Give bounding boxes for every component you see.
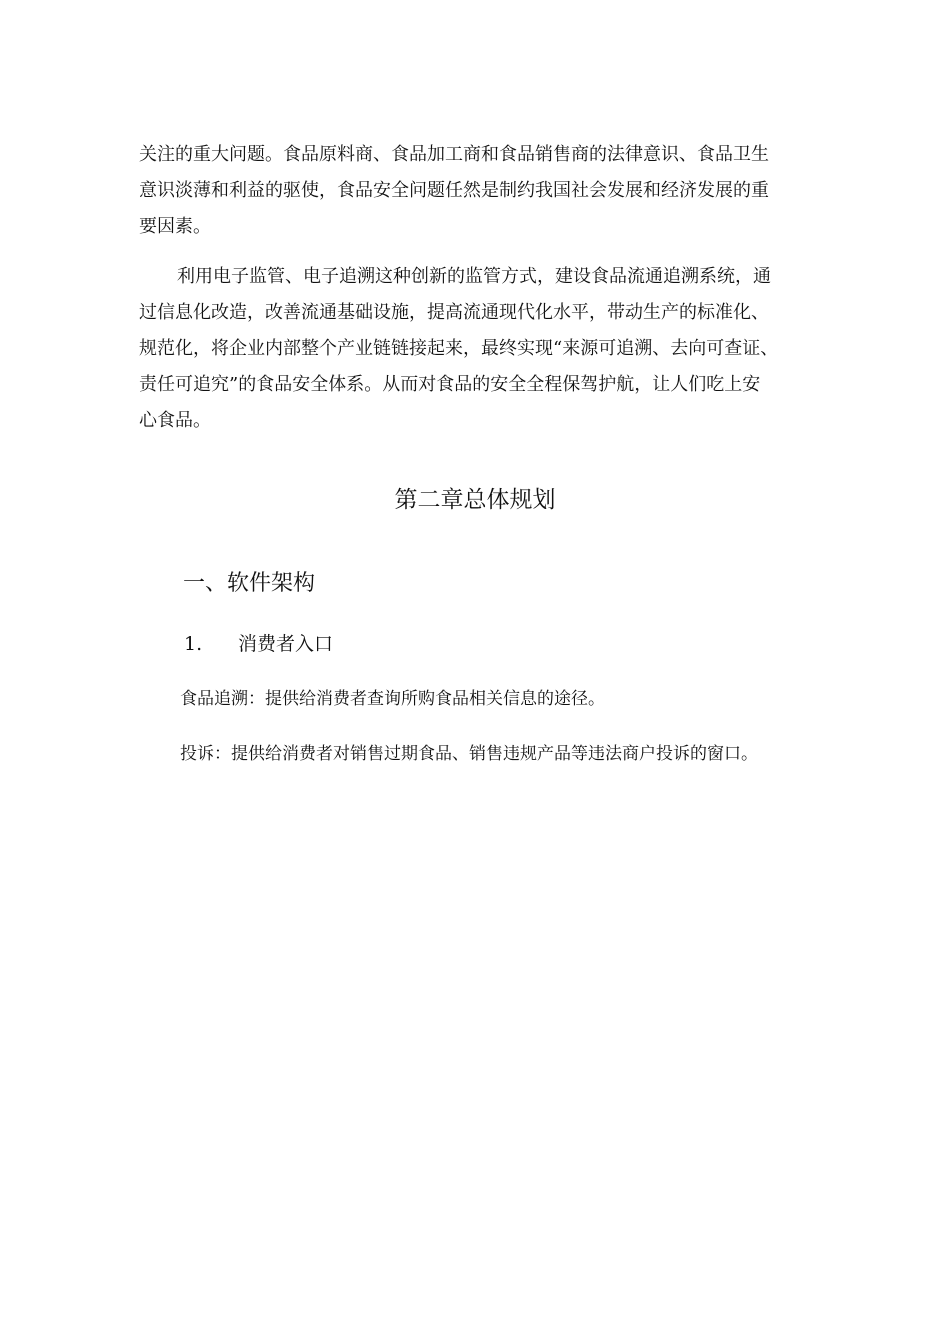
paragraph-line: 责任可追究”的食品安全体系。从而对食品的安全全程保驾护航，让人们吃上安 — [139, 374, 761, 395]
paragraph-line: 心食品。 — [139, 410, 211, 431]
paragraph-line: 关注的重大问题。食品原料商、食品加工商和食品销售商的法律意识、食品卫生 — [139, 144, 769, 165]
paragraph-line: 要因素。 — [139, 216, 211, 237]
chapter-title: 第二章总体规划 — [394, 487, 556, 513]
paragraph-line: 意识淡薄和利益的驱使，食品安全问题任然是制约我国社会发展和经济发展的重 — [139, 180, 769, 201]
feature-item-trace: 食品追溯：提供给消费者查询所购食品相关信息的途径。 — [180, 689, 605, 709]
intro-paragraph — [139, 137, 819, 245]
paragraph-line: 利用电子监管、电子追溯这种创新的监管方式，建设食品流通追溯系统，通 — [177, 266, 771, 287]
feature-item-complaint: 投诉：提供给消费者对销售过期食品、销售违规产品等违法商户投诉的窗口。 — [180, 744, 758, 764]
paragraph-line: 规范化，将企业内部整个产业链链接起来，最终实现“来源可追溯、去向可查证、 — [139, 338, 779, 359]
paragraph-line: 过信息化改造，改善流通基础设施，提高流通现代化水平，带动生产的标准化、 — [139, 302, 769, 323]
subsection-heading — [184, 626, 333, 662]
section-heading: 一、软件架构 — [183, 571, 316, 596]
approach-paragraph — [139, 259, 819, 439]
subsection-title: 消费者入口 — [238, 633, 334, 655]
subsection-number: 1. — [184, 633, 203, 655]
